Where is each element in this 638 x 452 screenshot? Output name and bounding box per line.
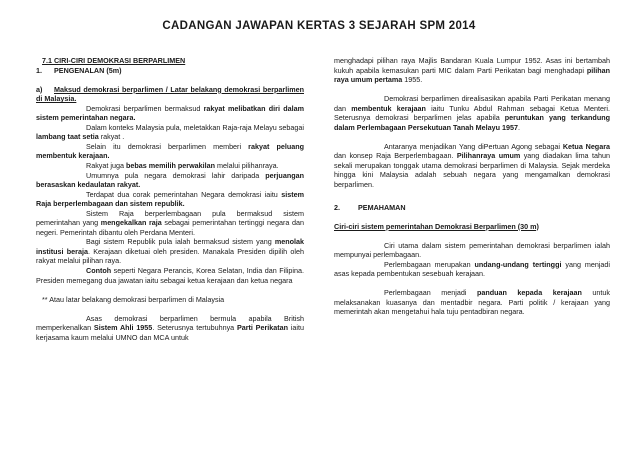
paragraph: Rakyat juga bebas memilih perwakilan melalui pilihanraya.: [86, 160, 279, 170]
paragraph: Bagi sistem Republik pula ialah bermaksud sistem yang menolak institusi beraja. Kerajaan diketuai oleh presiden. Manakala Presiden dipilih oleh rakyat melalui pilihan raya.: [36, 237, 304, 266]
paragraph: Perlembagaan menjadi panduan kepada kerajaan untuk melaksanakan kuasanya dan mentadbir negara. Parti politik / kerajaan yang memerintah akan mengetahui hala tuju pentadbiran negara.: [334, 288, 610, 317]
paragraph: Demokrasi berparlimen direalisasikan apabila Parti Perikatan menang dan membentuk kerajaan iaitu Tunku Abdul Rahman sebagai Ketua Menteri. Seterusnya demokrasi berparlimen jelas apabila peruntukan yang terkandung dalam Perlembagaan Persekutuan Tanah Melayu 1957.: [334, 94, 610, 132]
paragraph: Selain itu demokrasi berparlimen memberi rakyat peluang membentuk kerajaan.: [36, 141, 304, 161]
subsection-a: a) Maksud demokrasi berparlimen / Latar belakang demokrasi berparlimen di Malaysia.: [36, 84, 304, 104]
section-title-pemahaman: PEMAHAMAN: [358, 202, 406, 212]
page-title: CADANGAN JAWAPAN KERTAS 3 SEJARAH SPM 2014: [162, 20, 476, 32]
paragraph: Sistem Raja berperlembagaan pula bermaksud sistem pemerintahan yang mengekalkan raja sebagai pemerintahan tertinggi negara dan negeri. Pemerintah dibantu oleh Perdana Menteri.: [36, 208, 304, 237]
subsection-heading: Ciri-ciri sistem pemerintahan Demokrasi Berparlimen (30 m): [334, 221, 539, 231]
section-heading-7-1: 7.1 CIRI-CIRI DEMOKRASI BERPARLIMEN: [42, 56, 186, 65]
paragraph: Demokrasi berparlimen bermaksud rakyat melibatkan diri dalam sistem pemerintahan negara.: [36, 103, 304, 123]
paragraph: Contoh seperti Negara Perancis, Korea Selatan, India dan Filipina. Presiden memegang dua jawatan iaitu sebagai ketua kerajaan dan ketua negara: [36, 265, 304, 285]
paragraph: Terdapat dua corak pemerintahan Negara demokrasi iaitu sistem Raja berperlembagaan dan sistem republik.: [36, 189, 304, 209]
paragraph: Umumnya pula negara demokrasi lahir daripada perjuangan berasaskan kedaulatan rakyat.: [36, 170, 304, 190]
section-title-pengenalan: PENGENALAN (5m): [54, 65, 122, 75]
left-column: [36, 56, 304, 342]
paragraph: Asas demokrasi berparlimen bermula apabila British memperkenalkan Sistem Ahli 1955. Seterusnya tertubuhnya Parti Perikatan iaitu kerjasama kaum melalui UMNO dan MCA untuk: [36, 313, 304, 342]
paragraph: Ciri utama dalam sistem pemerintahan demokrasi berparlimen ialah mempunyai perlembagaan.: [334, 240, 610, 260]
right-column: [334, 56, 610, 317]
section-number-2: 2.: [334, 202, 340, 212]
paragraph: menghadapi pilihan raya Majlis Bandaran Kuala Lumpur 1952. Asas ini bertambah kukuh apabila kemasukan parti MIC dalam Parti Perikatan bagi menghadapi pilihan raya umum pertama 1955.: [334, 56, 610, 85]
paragraph: Dalam konteks Malaysia pula, meletakkan Raja-raja Melayu sebagai lambang taat setia rakyat .: [36, 122, 304, 142]
paragraph: Antaranya menjadikan Yang diPertuan Agong sebagai Ketua Negara dan konsep Raja Berperlembagaan. Pilihanraya umum yang diadakan lima tahun sekali merupakan tonggak utama demokrasi berparlimen di Malaysia. Sejak merdeka hingga kini Malaysia adalah sebuah negara yang mengamalkan demokrasi berparlimen.: [334, 141, 610, 190]
paragraph: Perlembagaan merupakan undang-undang tertinggi yang menjadi asas kepada pembentukan sesebuah kerajaan.: [334, 259, 611, 279]
section-number-1: 1.: [36, 65, 42, 75]
note-text: ** Atau latar belakang demokrasi berparlimen di Malaysia: [42, 294, 225, 304]
